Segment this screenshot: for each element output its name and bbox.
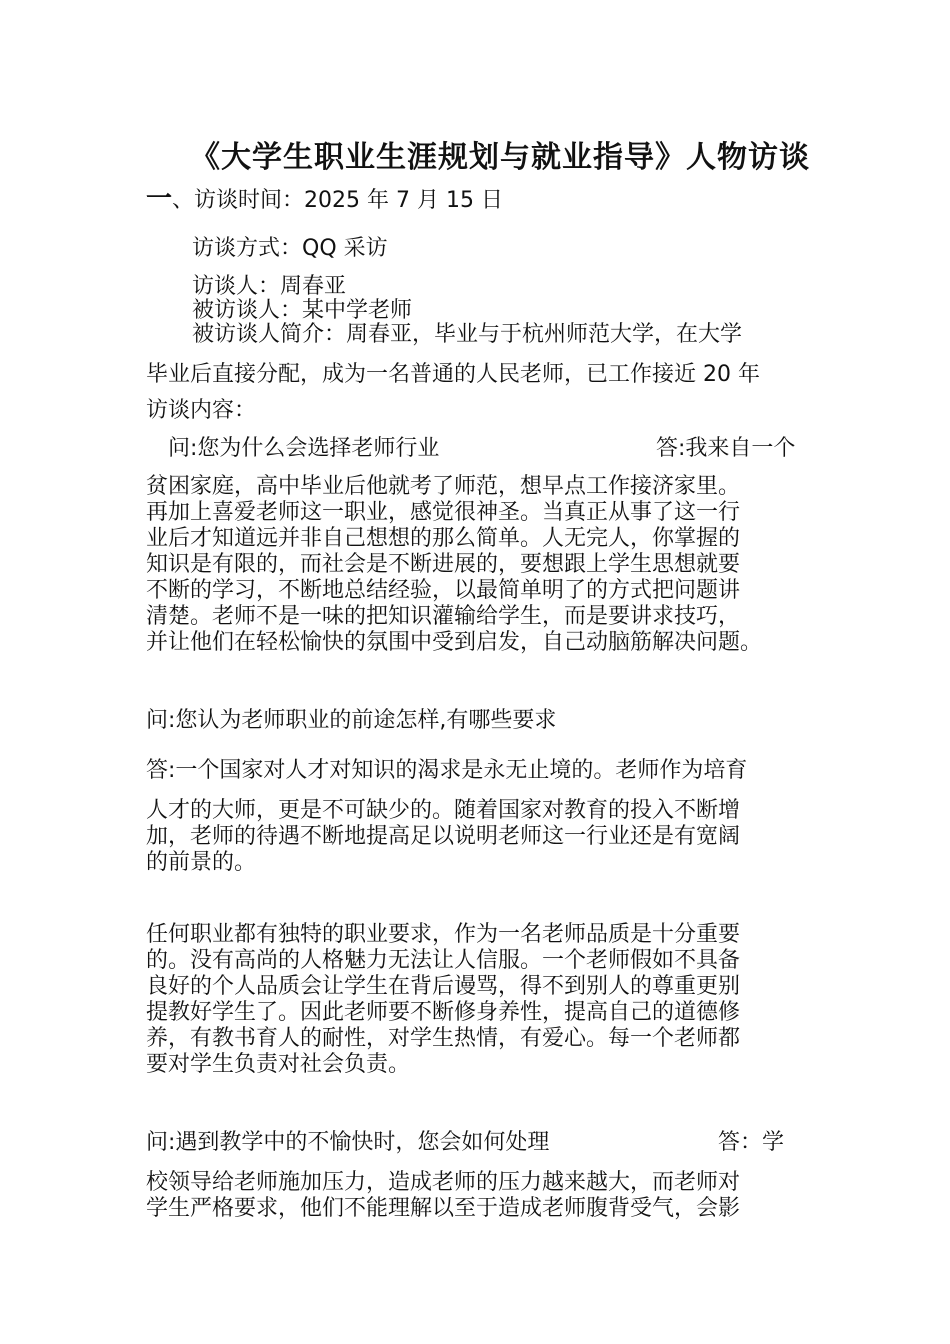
answer-2-line: 人才的大师，更是不可缺少的。随着国家对教育的投入不断增 [146,798,741,823]
answer-2-para2-line: 的。没有高尚的人格魅力无法让人信服。一个老师假如不具备 [146,948,741,973]
answer-1-line: 知识是有限的，而社会是不断进展的，要想跟上学生思想就要 [146,552,741,577]
answer-2-body [146,798,806,876]
answer-3-line: 学生严格要求，他们不能理解以至于造成老师腹背受气，会影 [146,1196,741,1221]
interviewee-intro-line-2: 毕业后直接分配，成为一名普通的人民老师，已工作接近 20 年 [146,362,760,387]
section-number: 一 [146,184,173,214]
answer-3-body [146,1170,806,1222]
answer-1-body [146,474,806,656]
answer-1-line: 再加上喜爱老师这一职业，感觉很神圣。当真正从事了这一行 [146,500,741,525]
answer-3-line: 校领导给老师施加压力，造成老师的压力越来越大，而老师对 [146,1170,741,1195]
answer-1-line: 业后才知道远并非自己想想的那么简单。人无完人，你掌握的 [146,526,741,551]
answer-2-para2-line: 任何职业都有独特的职业要求，作为一名老师品质是十分重要 [146,922,741,947]
interviewee-intro-line-1: 被访谈人简介：周春亚，毕业与于杭州师范大学，在大学 [192,322,743,347]
question-2: 问:您认为老师职业的前途怎样,有哪些要求 [146,708,557,733]
section-interview-time [146,186,503,214]
answer-2-para2-line: 提教好学生了。因此老师要不断修身养性，提高自己的道德修 [146,1000,741,1025]
answer-1-line: 清楚。老师不是一味的把知识灌输给学生，而是要讲求技巧， [146,604,741,629]
answer-2-para2-line: 养，有教书育人的耐性，对学生热情，有爱心。每一个老师都 [146,1026,741,1051]
interviewer: 访谈人：周春亚 [192,274,347,299]
answer-2-line: 加，老师的待遇不断地提高足以说明老师这一行业还是有宽阔 [146,824,741,849]
content-label: 访谈内容： [146,398,257,423]
document-title: 《大学生职业生涯规划与就业指导》人物访谈 [190,140,810,175]
answer-3-lead: 答：学 [718,1130,785,1155]
answer-1-line: 并让他们在轻松愉快的氛围中受到启发，自己动脑筋解决问题。 [146,630,763,655]
answer-2-para2-line: 要对学生负责对社会负责。 [146,1052,411,1077]
question-1: 问:您为什么会选择老师行业 [168,436,440,461]
question-3: 问:遇到教学中的不愉快时，您会如何处理 [146,1130,550,1155]
answer-2-first-line: 答:一个国家对人才对知识的渴求是永无止境的。老师作为培育 [146,758,748,783]
answer-2-para2-line: 良好的个人品质会让学生在背后谩骂，得不到别人的尊重更别 [146,974,741,999]
answer-2-line: 的前景的。 [146,850,257,875]
answer-2-paragraph-2 [146,922,806,1078]
interview-method: 访谈方式：QQ 采访 [192,236,388,261]
answer-1-line: 贫困家庭，高中毕业后他就考了师范，想早点工作接济家里。 [146,474,741,499]
answer-1-lead: 答:我来自一个 [656,436,796,461]
answer-1-line: 不断的学习，不断地总结经验，以最简单明了的方式把问题讲 [146,578,741,603]
interview-time: 、访谈时间：2025 年 7 月 15 日 [172,188,503,213]
interviewee: 被访谈人：某中学老师 [192,298,413,323]
